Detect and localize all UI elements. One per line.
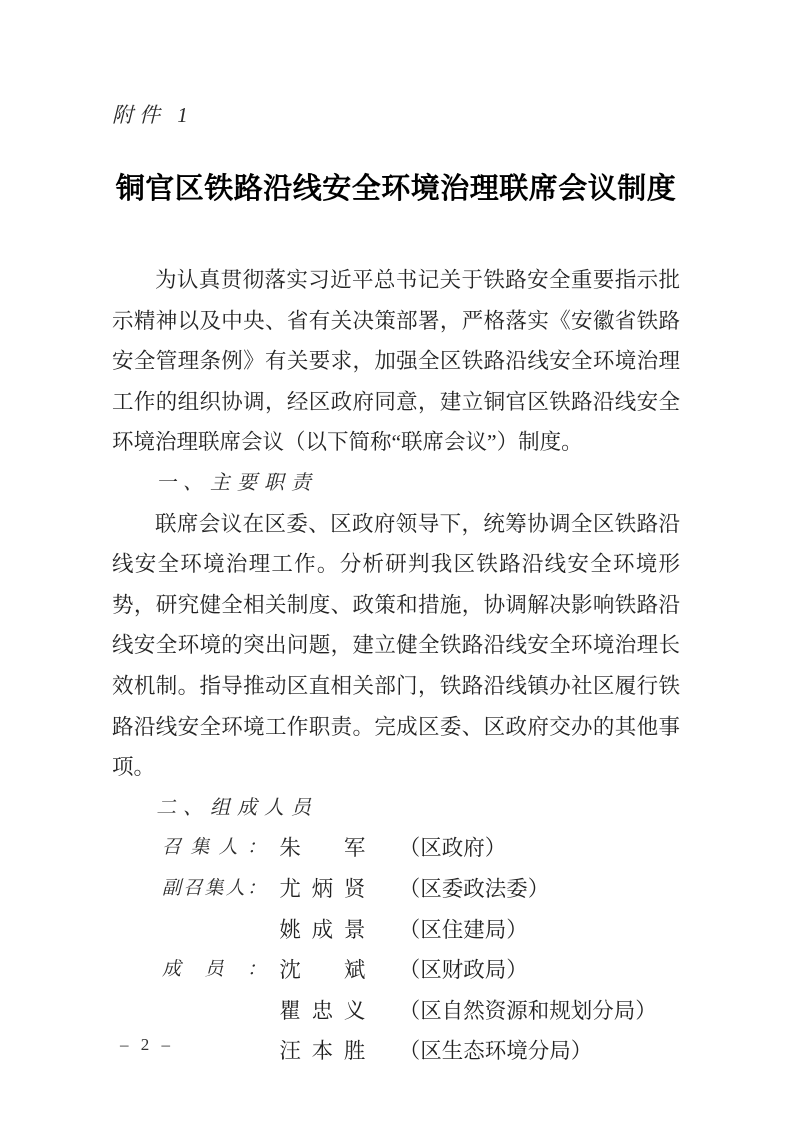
roster-row	[112, 1031, 680, 1072]
roster-person-org: （区政府）	[398, 836, 507, 861]
roster-person-name: 朱军	[279, 836, 366, 861]
section-1-body: 联席会议在区委、区政府领导下，统筹协调全区铁路沿线安全环境治理工作。分析研判我区铁路沿线安全环境形势，研究健全相关制度、政策和措施，协调解决影响铁路沿线安全环境的突出问题，建立健全铁路沿线安全环境治理长效机制。指导推动区直相关部门，铁路沿线镇办社区履行铁路沿线安全环境工作职责。完成区委、区政府交办的其他事项。	[112, 511, 680, 780]
roster-list	[112, 828, 680, 1072]
roster-person-name: 沈斌	[279, 958, 366, 983]
roster-person-name: 瞿忠义	[279, 998, 366, 1023]
document-title: 铜官区铁路沿线安全环境治理联席会议制度	[115, 173, 677, 205]
roster-role-label: 成员：	[162, 959, 266, 981]
roster-row-member	[112, 950, 680, 991]
attachment-label: 附件 1	[112, 103, 194, 127]
roster-row	[112, 991, 680, 1032]
section-1-heading: 一、主要职责	[156, 471, 318, 494]
roster-person-org: （区生态环境分局）	[398, 1039, 593, 1064]
roster-person-name: 汪本胜	[279, 1039, 366, 1064]
page-number: – 2 –	[120, 1035, 174, 1054]
roster-role-label: 副召集人：	[162, 877, 266, 899]
roster-person-name: 姚成景	[279, 917, 366, 942]
roster-person-org: （区财政局）	[398, 958, 528, 983]
section-2-heading: 二、组成人员	[156, 796, 318, 819]
roster-row-convener	[112, 828, 680, 869]
roster-person-org: （区委政法委）	[398, 876, 550, 901]
roster-person-org: （区住建局）	[398, 917, 528, 942]
roster-role-label: 召集人：	[162, 837, 266, 859]
roster-row	[112, 910, 680, 951]
intro-paragraph: 为认真贯彻落实习近平总书记关于铁路安全重要指示批示精神以及中央、省有关决策部署，严格落实《安徽省铁路安全管理条例》有关要求，加强全区铁路沿线安全环境治理工作的组织协调，经区政府同意，建立铜官区铁路沿线安全环境治理联席会议（以下简称“联席会议”）制度。	[112, 268, 680, 455]
roster-row-deputy-convener	[112, 869, 680, 910]
roster-person-name: 尤炳贤	[279, 876, 366, 901]
roster-person-org: （区自然资源和规划分局）	[398, 998, 657, 1023]
